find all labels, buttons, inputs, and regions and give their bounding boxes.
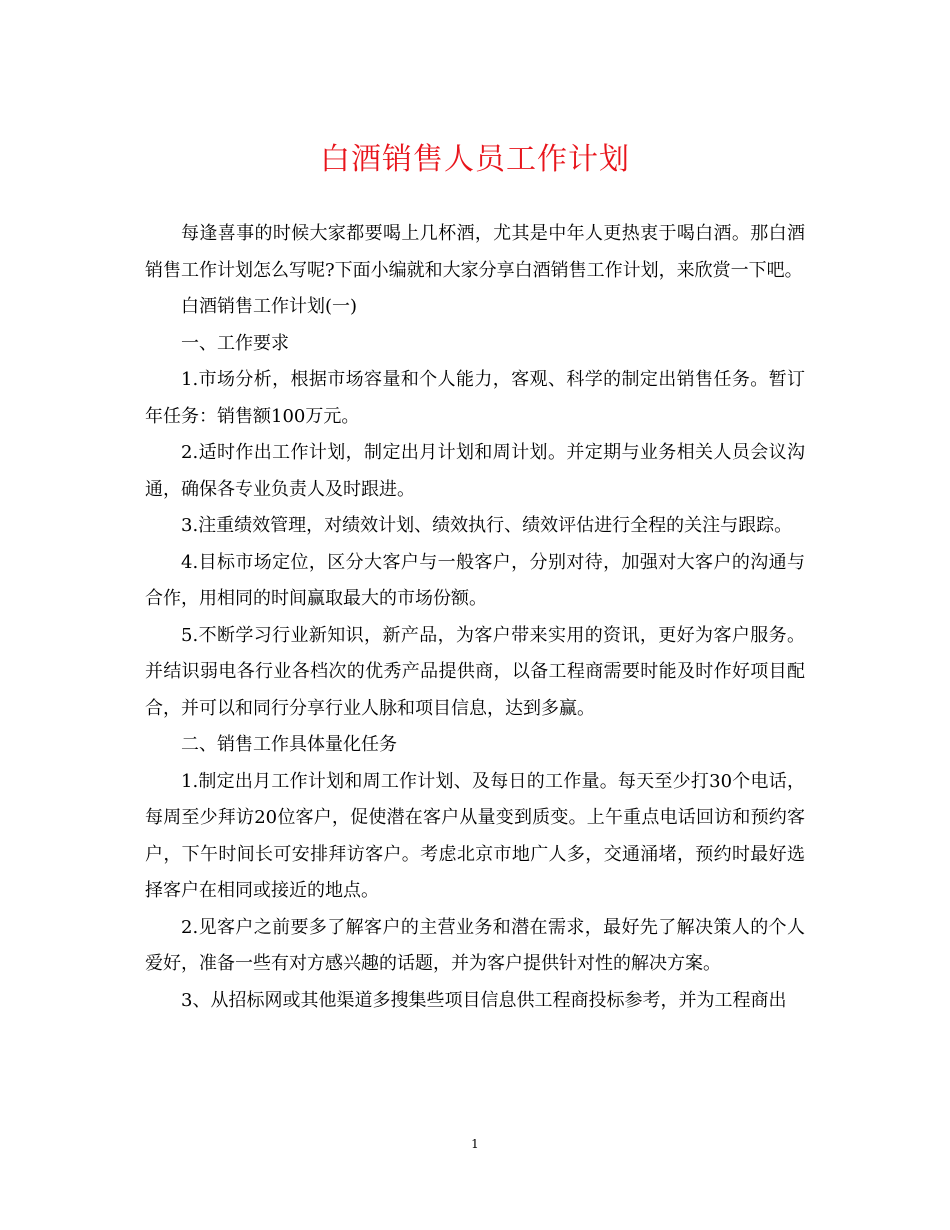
document-title: 白酒销售人员工作计划 <box>320 142 630 177</box>
page-number: 1 <box>471 1137 479 1151</box>
paragraph-item: 1.制定出月工作计划和周工作计划、及每日的工作量。每天至少打30个电话，每周至少拜访20位客户，促使潜在客户从量变到质变。上午重点电话回访和预约客户，下午时间长可安排拜访客户。考虑北京市地广人多，交通涌堵，预约时最好选择客户在相同或接近的地点。 <box>145 770 805 901</box>
paragraph-heading-tasks: 二、销售工作具体量化任务 <box>181 734 397 755</box>
document-body <box>145 216 805 1019</box>
paragraph-heading-requirements: 一、工作要求 <box>181 332 289 354</box>
paragraph-item: 3、从招标网或其他渠道多搜集些项目信息供工程商投标参考，并为工程商出 <box>181 989 787 1011</box>
paragraph-section-heading: 白酒销售工作计划(一) <box>181 296 358 317</box>
paragraph-item: 4.目标市场定位，区分大客户与一般客户，分别对待，加强对大客户的沟通与合作，用相同的时间赢取最大的市场份额。 <box>145 551 805 609</box>
paragraph-item: 2.适时作出工作计划，制定出月计划和周计划。并定期与业务相关人员会议沟通，确保各专业负责人及时跟进。 <box>145 442 805 500</box>
paragraph-item: 2.见客户之前要多了解客户的主营业务和潜在需求，最好先了解决策人的个人爱好，准备一些有对方感兴趣的话题，并为客户提供针对性的解决方案。 <box>145 916 805 974</box>
paragraph-item: 3.注重绩效管理，对绩效计划、绩效执行、绩效评估进行全程的关注与跟踪。 <box>181 515 793 536</box>
paragraph-intro: 每逢喜事的时候大家都要喝上几杯酒，尤其是中年人更热衷于喝白酒。那白酒销售工作计划怎么写呢?下面小编就和大家分享白酒销售工作计划，来欣赏一下吧。 <box>145 223 805 281</box>
paragraph-item: 1.市场分析，根据市场容量和个人能力，客观、科学的制定出销售任务。暂订年任务：销售额100万元。 <box>145 369 805 427</box>
paragraph-item: 5.不断学习行业新知识，新产品，为客户带来实用的资讯，更好为客户服务。并结识弱电各行业各档次的优秀产品提供商，以备工程商需要时能及时作好项目配合，并可以和同行分享行业人脉和项目信息，达到多赢。 <box>145 624 805 719</box>
